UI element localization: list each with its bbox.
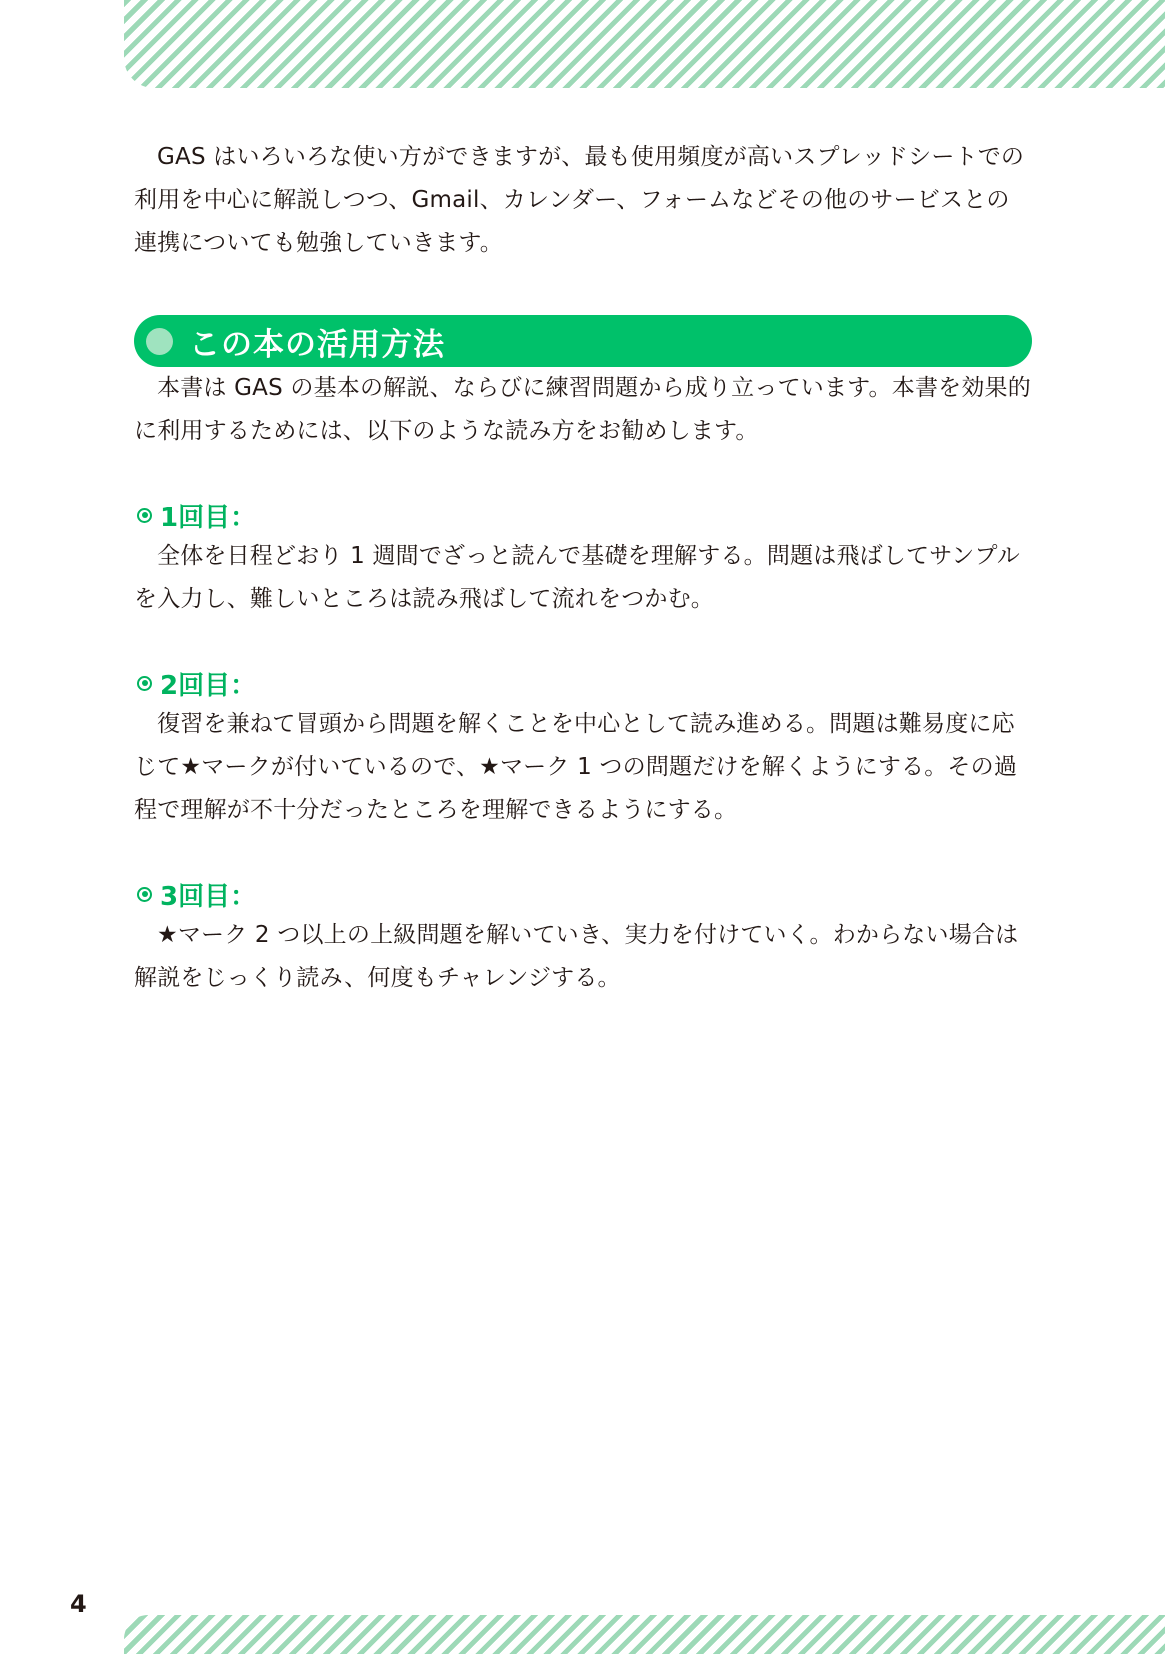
step-3	[134, 876, 1032, 1000]
step-heading	[134, 497, 1032, 533]
target-circle-icon	[137, 887, 152, 902]
step-heading-label: 3回目：	[160, 881, 257, 912]
top-stripe-decoration	[124, 0, 1165, 88]
step-2	[134, 665, 1032, 832]
step-heading-label: 1回目：	[160, 502, 257, 533]
step-text: 復習を兼ねて冒頭から問題を解くことを中心として読み進める。問題は難易度に応じて★マークが付いているので、★マーク 1 つの問題だけを解くようにする。その過程で理解が不十分だったところを理解できるようにする。	[134, 711, 1018, 823]
step-heading	[134, 665, 1032, 701]
bullet-icon	[146, 328, 173, 355]
step-1	[134, 497, 1032, 621]
step-text: ★マーク 2 つ以上の上級問題を解いていき、実力を付けていく。わからない場合は解説をじっくり読み、何度もチャレンジする。	[134, 922, 1019, 991]
bottom-stripe-decoration	[124, 1615, 1165, 1654]
page-number: 4	[70, 1590, 87, 1618]
target-circle-icon	[137, 676, 152, 691]
page-content	[134, 136, 1032, 1000]
target-circle-icon	[137, 508, 152, 523]
section-header	[134, 315, 1032, 367]
section-title: この本の活用方法	[189, 326, 445, 363]
step-heading-label: 2回目：	[160, 670, 257, 701]
step-text: 全体を日程どおり 1 週間でざっと読んで基礎を理解する。問題は飛ばしてサンプルを入力し、難しいところは読み飛ばして流れをつかむ。	[134, 543, 1020, 612]
section-intro-paragraph: 本書は GAS の基本の解説、ならびに練習問題から成り立っています。本書を効果的に利用するためには、以下のような読み方をお勧めします。	[134, 375, 1031, 444]
intro-paragraph: GAS はいろいろな使い方ができますが、最も使用頻度が高いスプレッドシートでの利用を中心に解説しつつ、Gmail、カレンダー、フォームなどその他のサービスとの連携についても勉強していきます。	[134, 144, 1025, 256]
step-heading	[134, 876, 1032, 912]
